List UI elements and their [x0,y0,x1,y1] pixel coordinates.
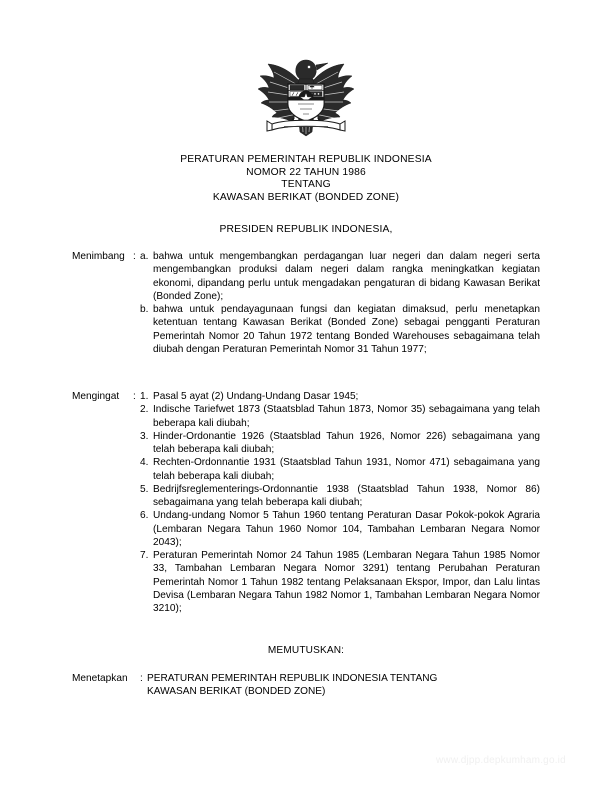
menetapkan-line-2: KAWASAN BERIKAT (BONDED ZONE) [147,686,326,698]
menimbang-item-b [140,303,540,356]
item-text: Indische Tariefwet 1873 (Staatsblad Tahun 1873, Nomor 35) sebagaimana yang telah beberapa kali diubah; [153,404,540,429]
item-marker: 6. [140,510,149,522]
mengingat-item-6 [140,509,540,549]
item-text: Peraturan Pemerintah Nomor 24 Tahun 1985 (Lembaran Negara Tahun 1985 Nomor 33, Tambahan Lembaran Negara Nomor 3291) tentang Perubahan Peraturan Pemerintah Nomor 1 Tahun 1982 tentang Pelaksanaan Ekspor, Impor, dan Lalu lintas Devisa (Lembaran Negara Tahun 1982 Nomor 1, Tambahan Lembaran Negara Nomor 3210); [153,550,540,614]
item-text: Pasal 5 ayat (2) Undang-Undang Dasar 1945; [153,391,359,402]
mengingat-label: Mengingat [72,391,120,402]
mengingat-section [72,390,540,615]
menetapkan-section [72,672,540,699]
item-text: Hinder-Ordonantie 1926 (Staatsblad Tahun 1926, Nomor 226) sebagaimana yang telah beberapa kali diubah; [153,430,540,455]
item-text: Undang-undang Nomor 5 Tahun 1960 tentang Peraturan Dasar Pokok-pokok Agraria (Lembaran Negara Tahun 1960 Nomor 104, Tambahan Lembaran Negara Nomor 2043); [153,510,540,548]
item-marker: 1. [140,391,149,402]
item-marker: 5. [140,483,149,495]
menimbang-items [140,250,540,356]
mengingat-item-2 [140,403,540,430]
item-marker: a. [140,251,149,262]
mengingat-item-7 [140,549,540,615]
title-line-4: KAWASAN BERIKAT (BONDED ZONE) [212,191,400,203]
mengingat-item-5 [140,483,540,510]
menimbang-colon: : [133,251,136,262]
mengingat-items [140,390,540,615]
item-marker: 2. [140,404,149,416]
garuda-pancasila-emblem [254,52,358,144]
item-marker: 3. [140,430,149,442]
title-line-2: NOMOR 22 TAHUN 1986 [246,166,366,178]
menetapkan-body [147,672,540,699]
memutuskan-heading: MEMUTUSKAN: [267,645,345,656]
menetapkan-label: Menetapkan [72,673,128,684]
title-line-1: PERATURAN PEMERINTAH REPUBLIK INDONESIA [180,154,432,165]
item-marker: b. [140,304,149,315]
title-line-3: TENTANG [281,179,331,191]
menetapkan-colon: : [140,673,143,684]
mengingat-colon: : [133,391,136,402]
item-text: bahwa untuk mengembangkan perdagangan luar negeri dan dalam negeri serta mengembangkan produksi dalam negeri dalam rangka meningkatkan kegiatan ekonomi, dipandang perlu untuk mengadakan pengaturan di bidang Kawasan Berikat (Bonded Zone); [153,251,540,302]
issuing-authority: PRESIDEN REPUBLIK INDONESIA, [219,224,393,235]
document-title-block [0,154,612,204]
menimbang-section [72,250,540,356]
mengingat-item-4 [140,456,540,483]
item-marker: 7. [140,550,149,561]
site-watermark: www.djpp.depkumham.go.id [436,755,566,766]
menetapkan-line-1: PERATURAN PEMERINTAH REPUBLIK INDONESIA TENTANG [147,673,438,684]
item-text: Rechten-Ordonnantie 1931 (Staatsblad Tahun 1931, Nomor 471) sebagaimana yang telah beberapa kali diubah; [153,457,540,482]
item-text: bahwa untuk pendayagunaan fungsi dan kegiatan dimaksud, perlu menetapkan ketentuan tentang Kawasan Berikat (Bonded Zone) sebagai pengganti Peraturan Pemerintah Nomor 20 Tahun 1972 tentang Bonded Warehouses sebagaimana telah diubah dengan Peraturan Pemerintah Nomor 31 Tahun 1977; [153,304,540,355]
item-marker: 4. [140,457,149,469]
item-text: Bedrijfsreglementerings-Ordonnantie 1938 (Staatsblad Tahun 1938, Nomor 86) sebagaimana yang telah beberapa kali diubah; [153,483,540,508]
mengingat-item-3 [140,430,540,457]
menimbang-item-a [140,250,540,303]
mengingat-item-1 [140,390,540,403]
emblem-container [0,52,612,149]
menimbang-label: Menimbang [72,251,125,262]
